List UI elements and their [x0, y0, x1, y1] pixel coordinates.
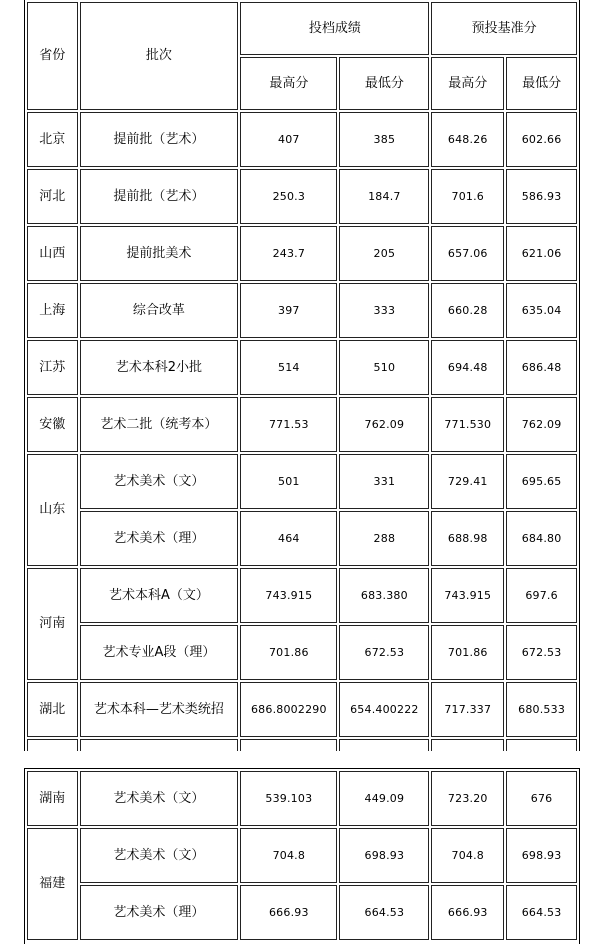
batch-cell: 艺术二批（统考本）	[80, 397, 239, 452]
batch-cell: 艺术美术（理）	[80, 885, 239, 940]
score-table-panel-bottom	[24, 768, 580, 944]
header-batch: 批次	[80, 2, 239, 110]
score-min-cell: 698.93	[339, 828, 429, 883]
base-min-cell: 635.04	[506, 283, 577, 338]
score-min-cell: 385	[339, 112, 429, 167]
score-max-cell: 771.53	[240, 397, 337, 452]
score-max-cell: 243.7	[240, 226, 337, 281]
batch-cell: 艺术本科A（文）	[80, 568, 239, 623]
base-max-cell: 743.915	[431, 568, 504, 623]
batch-cell: 艺术本科—艺术类统招	[80, 682, 239, 737]
base-max-cell: 666.93	[431, 885, 504, 940]
base-min-cell: 621.06	[506, 226, 577, 281]
batch-cell: 综合改革	[80, 283, 239, 338]
base-max-cell: 657.06	[431, 226, 504, 281]
batch-cell: 艺术本科2小批	[80, 340, 239, 395]
score-max-cell: 686.8002290	[240, 682, 337, 737]
province-cell: 湖南	[27, 771, 78, 826]
score-table-continued	[25, 769, 579, 942]
base-min-cell: 680.533	[506, 682, 577, 737]
base-min-cell: 672.53	[506, 625, 577, 680]
province-cell: 河南	[27, 568, 78, 680]
score-min-cell: 510	[339, 340, 429, 395]
score-min-cell: 288	[339, 511, 429, 566]
score-min-cell: 449.09	[339, 771, 429, 826]
score-max-cell: 743.915	[240, 568, 337, 623]
header-score-min: 最低分	[339, 57, 429, 110]
base-max-cell: 701.86	[431, 625, 504, 680]
header-group-base: 预投基准分	[431, 2, 577, 55]
base-max-cell: 688.98	[431, 511, 504, 566]
score-max-cell: 704.8	[240, 828, 337, 883]
base-max-cell: 729.41	[431, 454, 504, 509]
page-break-gap	[0, 751, 600, 768]
base-min-cell: 698.93	[506, 828, 577, 883]
cut-cell	[240, 739, 337, 751]
base-max-cell: 694.48	[431, 340, 504, 395]
table-row	[27, 885, 577, 940]
header-base-max: 最高分	[431, 57, 504, 110]
score-max-cell: 701.86	[240, 625, 337, 680]
score-min-cell: 205	[339, 226, 429, 281]
score-max-cell: 464	[240, 511, 337, 566]
table-row	[27, 340, 577, 395]
cut-cell	[506, 739, 577, 751]
province-cell: 上海	[27, 283, 78, 338]
score-min-cell: 672.53	[339, 625, 429, 680]
score-min-cell: 683.380	[339, 568, 429, 623]
score-min-cell: 333	[339, 283, 429, 338]
header-row-1	[27, 2, 577, 55]
score-max-cell: 250.3	[240, 169, 337, 224]
cut-cell	[27, 739, 78, 751]
batch-cell: 提前批（艺术）	[80, 169, 239, 224]
batch-cell: 提前批（艺术）	[80, 112, 239, 167]
score-min-cell: 654.400222	[339, 682, 429, 737]
cut-cell	[80, 739, 239, 751]
table-row	[27, 682, 577, 737]
score-max-cell: 501	[240, 454, 337, 509]
base-min-cell: 664.53	[506, 885, 577, 940]
base-min-cell: 762.09	[506, 397, 577, 452]
score-min-cell: 331	[339, 454, 429, 509]
base-min-cell: 586.93	[506, 169, 577, 224]
score-min-cell: 664.53	[339, 885, 429, 940]
province-cell: 安徽	[27, 397, 78, 452]
score-min-cell: 762.09	[339, 397, 429, 452]
score-max-cell: 666.93	[240, 885, 337, 940]
batch-cell: 艺术美术（文）	[80, 771, 239, 826]
province-cell: 河北	[27, 169, 78, 224]
table-row	[27, 511, 577, 566]
table-row	[27, 397, 577, 452]
table-row	[27, 828, 577, 883]
province-cell: 山东	[27, 454, 78, 566]
cut-cell	[431, 739, 504, 751]
base-min-cell: 686.48	[506, 340, 577, 395]
table-row	[27, 226, 577, 281]
base-max-cell: 701.6	[431, 169, 504, 224]
score-max-cell: 407	[240, 112, 337, 167]
header-score-max: 最高分	[240, 57, 337, 110]
table-row	[27, 454, 577, 509]
base-max-cell: 723.20	[431, 771, 504, 826]
province-cell: 北京	[27, 112, 78, 167]
batch-cell: 艺术美术（文）	[80, 454, 239, 509]
batch-cell: 艺术专业A段（理）	[80, 625, 239, 680]
base-min-cell: 697.6	[506, 568, 577, 623]
base-max-cell: 771.530	[431, 397, 504, 452]
table-row-cut	[27, 739, 577, 751]
table-row	[27, 568, 577, 623]
base-min-cell: 695.65	[506, 454, 577, 509]
header-province: 省份	[27, 2, 78, 110]
batch-cell: 艺术美术（文）	[80, 828, 239, 883]
table-row	[27, 169, 577, 224]
score-max-cell: 539.103	[240, 771, 337, 826]
base-max-cell: 717.337	[431, 682, 504, 737]
table-row	[27, 771, 577, 826]
batch-cell: 提前批美术	[80, 226, 239, 281]
table-row	[27, 283, 577, 338]
score-min-cell: 184.7	[339, 169, 429, 224]
base-max-cell: 704.8	[431, 828, 504, 883]
table-row	[27, 625, 577, 680]
cut-cell	[339, 739, 429, 751]
base-max-cell: 648.26	[431, 112, 504, 167]
base-min-cell: 602.66	[506, 112, 577, 167]
score-table-panel-top	[24, 0, 580, 751]
header-group-score: 投档成绩	[240, 2, 429, 55]
score-max-cell: 514	[240, 340, 337, 395]
table-row	[27, 112, 577, 167]
province-cell: 福建	[27, 828, 78, 940]
score-max-cell: 397	[240, 283, 337, 338]
batch-cell: 艺术美术（理）	[80, 511, 239, 566]
header-base-min: 最低分	[506, 57, 577, 110]
base-min-cell: 676	[506, 771, 577, 826]
province-cell: 山西	[27, 226, 78, 281]
province-cell: 湖北	[27, 682, 78, 737]
base-min-cell: 684.80	[506, 511, 577, 566]
score-table	[25, 0, 579, 751]
base-max-cell: 660.28	[431, 283, 504, 338]
province-cell: 江苏	[27, 340, 78, 395]
